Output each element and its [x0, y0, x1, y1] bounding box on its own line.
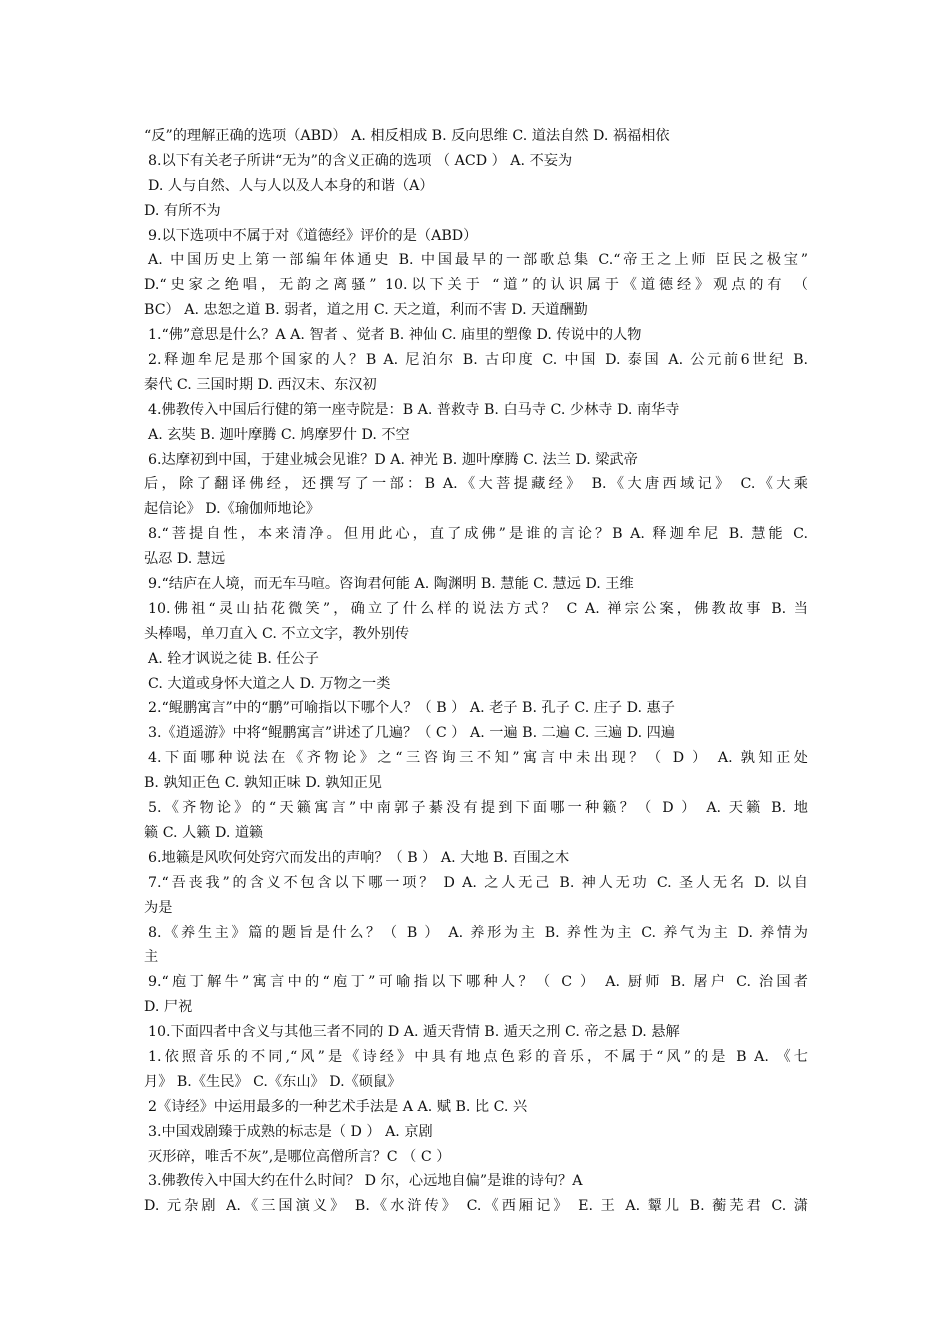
- text-line: D. 有所不为: [144, 202, 221, 219]
- text-line: 3.《逍遥游》中将“鲲鹏寓言”讲述了几遍？（ C ） A. 一遍 B. 二遍 C. 三遍 D. 四遍: [148, 725, 675, 742]
- text-line: 1.“佛”意思是什么？A A. 智者 、觉者 B. 神仙 C. 庙里的塑像 D. 传说中的人物: [148, 327, 642, 344]
- text-line: 头棒喝，单刀直入 C. 不立文字，教外别传: [144, 625, 410, 642]
- text-line: 1.依照音乐的不同,“风”是《诗经》中具有地点色彩的音乐，不属于“风”的是 B A. 《七: [148, 1048, 808, 1065]
- text-line: BC） A. 忠恕之道 B. 弱者，道之用 C. 天之道，利而不害 D. 天道酬勤: [144, 302, 588, 319]
- text-line: 后，除了翻译佛经，还撰写了一部：B A.《大菩提藏经》 B.《大唐西域记》 C.《大乘: [144, 476, 808, 493]
- text-line: 为是: [144, 899, 173, 916]
- text-line: 10.佛祖“灵山拈花微笑”，确立了什么样的说法方式？ C A. 禅宗公案，佛教故事 B. 当: [148, 600, 808, 617]
- text-line: 4.佛教传入中国后行健的第一座寺院是：B A. 普救寺 B. 白马寺 C. 少林寺 D. 南华寺: [148, 401, 680, 418]
- text-line: 7.“吾丧我”的含义不包含以下哪一项？ D A. 之人无己 B. 神人无功 C. 圣人无名 D. 以自: [148, 874, 808, 891]
- text-line: 4.下面哪种说法在《齐物论》之“三咨询三不知”寓言中未出现？（ D ） A. 孰知正处: [148, 750, 808, 767]
- text-line: 6.地籁是风吹何处窍穴而发出的声响？（ B ） A. 大地 B. 百围之木: [148, 849, 570, 866]
- text-line: 8.“菩提自性，本来清净。但用此心，直了成佛”是谁的言论？B A. 释迦牟尼 B. 慧能 C.: [148, 526, 808, 543]
- text-line: 2《诗经》中运用最多的一种艺术手法是 A A. 赋 B. 比 C. 兴: [148, 1098, 528, 1115]
- text-line: 8.《养生主》篇的题旨是什么？（ B ） A. 养形为主 B. 养性为主 C. 养气为主 D. 养情为: [148, 924, 808, 941]
- text-line: B. 孰知正色 C. 孰知正味 D. 孰知正见: [144, 775, 382, 792]
- text-line: 籁 C. 人籁 D. 道籁: [144, 824, 264, 841]
- text-line: D. 人与自然、人与人以及人本身的和谐（A）: [148, 177, 434, 194]
- text-line: 9.以下选项中不属于对《道德经》评价的是（ABD）: [148, 227, 478, 244]
- text-line: 2.“鲲鹏寓言”中的“鹏”可喻指以下哪个人？（ B ） A. 老子 B. 孔子 C. 庄子 D. 惠子: [148, 700, 675, 717]
- text-line: D.“史家之绝唱，无韵之离骚” 10.以下关于 “道”的认识属于《道德经》观点的有 （: [144, 277, 808, 294]
- text-line: 9.“结庐在人境，而无车马喧。咨询君何能 A. 陶渊明 B. 慧能 C. 慧远 D. 王维: [148, 576, 634, 593]
- text-line: 9.“庖丁解牛”寓言中的“庖丁”可喻指以下哪种人？（ C ） A. 厨师 B. 屠户 C. 治国者: [148, 974, 808, 991]
- text-line: D. 元杂剧 A.《三国演义》 B.《水浒传》 C.《西厢记》 E. 王 A. 颦儿 B. 蘅芜君 C. 潇: [144, 1198, 808, 1215]
- document-page: [144, 124, 808, 1219]
- text-line: 3.佛教传入中国大约在什么时间？ D 尔，心远地自偏”是谁的诗句？A: [148, 1173, 583, 1190]
- text-line: 3.中国戏剧臻于成熟的标志是（ D ） A. 京剧: [148, 1123, 433, 1140]
- text-line: 灭形碎，唯舌不灰”,是哪位高僧所言？C （ C ）: [148, 1148, 451, 1165]
- text-line: 8.以下有关老子所讲“无为”的含义正确的选项 （ ACD ） A. 不妄为: [148, 152, 573, 169]
- text-line: 秦代 C. 三国时期 D. 西汉末、东汉初: [144, 376, 377, 393]
- text-line: 5.《齐物论》的“天籁寓言”中南郭子綦没有提到下面哪一种籁？（ D ） A. 天籁 B. 地: [148, 800, 808, 817]
- text-line: 2.释迦牟尼是那个国家的人？B A. 尼泊尔 B. 古印度 C. 中国 D. 泰国 A. 公元前6世纪 B.: [148, 352, 808, 369]
- text-line: 月》 B.《生民》 C.《东山》 D.《硕鼠》: [144, 1073, 402, 1090]
- text-line: “反”的理解正确的选项（ABD） A. 相反相成 B. 反向思维 C. 道法自然 D. 祸福相依: [144, 128, 670, 144]
- text-line: 10.下面四者中含义与其他三者不同的 D A. 遁天背情 B. 遁天之刑 C. 帝之悬 D. 悬解: [148, 1024, 680, 1041]
- text-line: A. 中国历史上第一部编年体通史 B. 中国最早的一部歌总集 C.“帝王之上师 臣民之极宝”: [148, 252, 808, 269]
- text-line: A. 玄奘 B. 迦叶摩腾 C. 鸠摩罗什 D. 不空: [148, 426, 410, 443]
- text-line: A. 辁才讽说之徒 B. 任公子: [148, 650, 319, 667]
- text-line: 主: [144, 949, 159, 966]
- text-line: D. 尸祝: [144, 999, 193, 1016]
- text-line: 起信论》 D.《瑜伽师地论》: [144, 501, 320, 518]
- text-line: 6.达摩初到中国，于建业城会见谁？D A. 神光 B. 迦叶摩腾 C. 法兰 D. 梁武帝: [148, 451, 638, 468]
- text-line: 弘忍 D. 慧远: [144, 551, 226, 568]
- text-line: C. 大道或身怀大道之人 D. 万物之一类: [148, 675, 391, 692]
